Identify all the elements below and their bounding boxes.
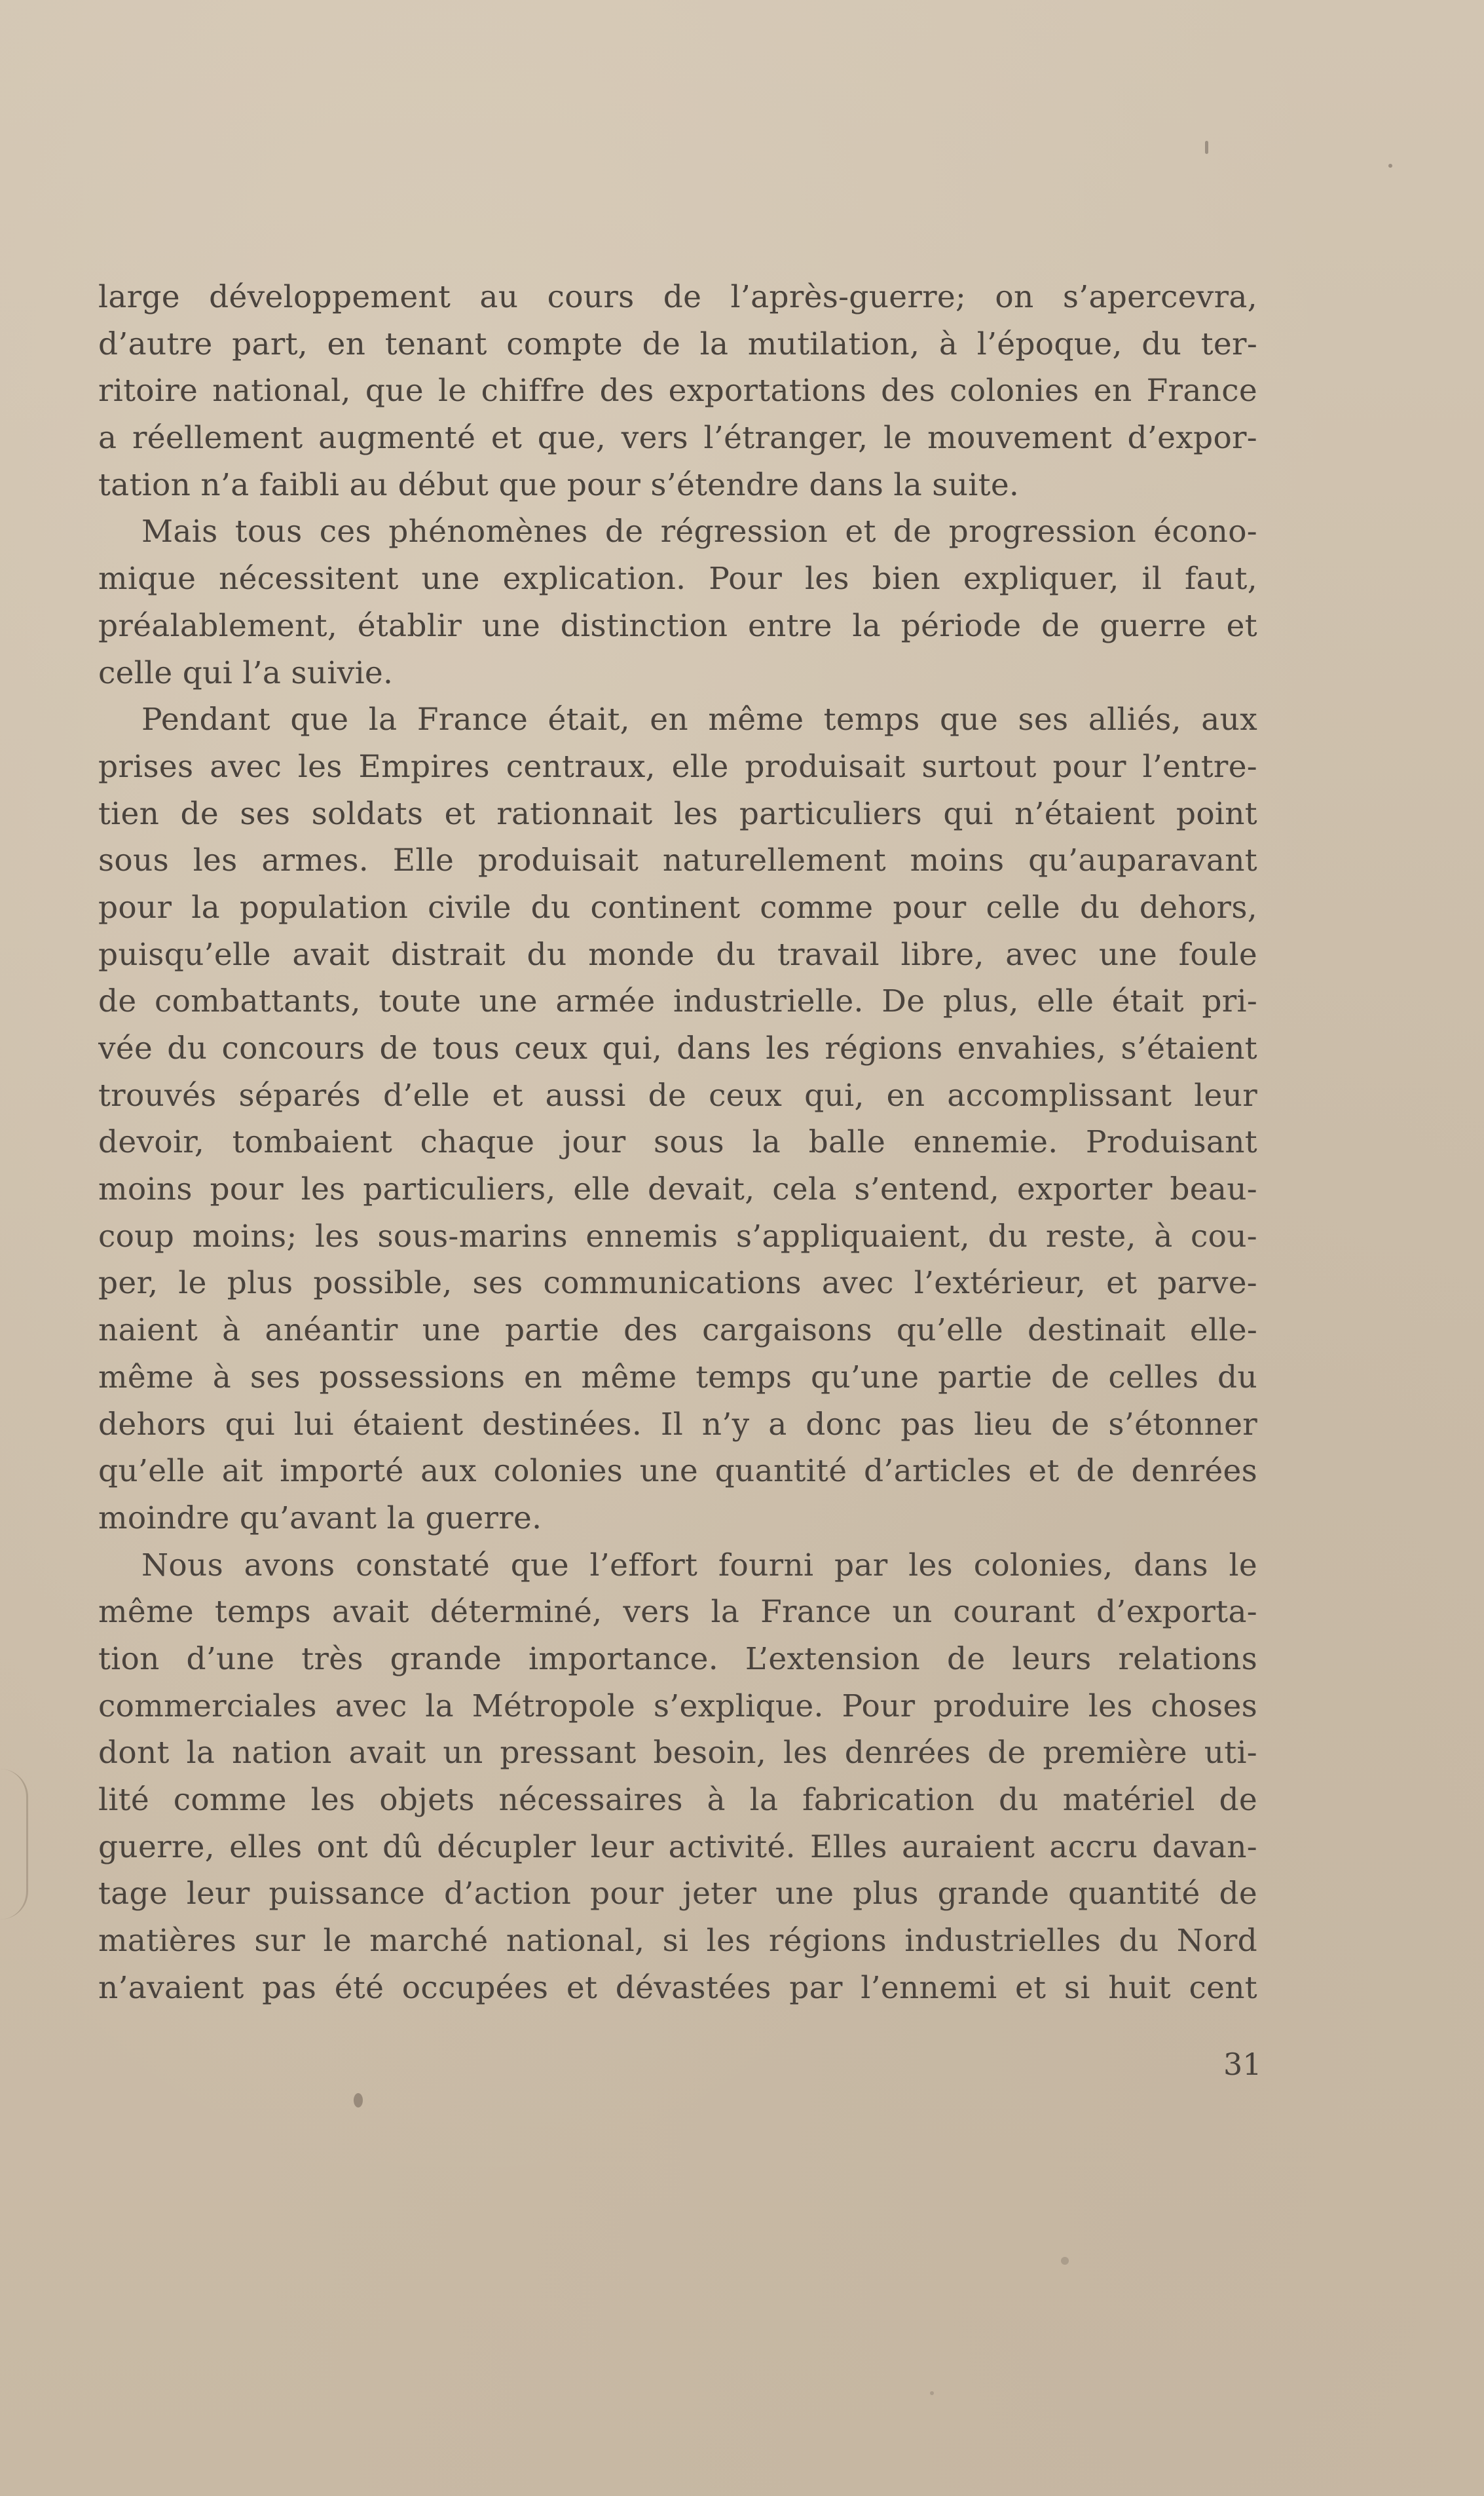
paragraph-1 (98, 274, 1257, 508)
paper-speck (1061, 2257, 1069, 2265)
text-line: de combattants, toute une armée industrielle. De plus, elle était pri- (98, 983, 1257, 1020)
text-line: n’avaient pas été occupées et dévastées par l’ennemi et si huit cent (98, 1969, 1257, 2006)
text-line: tation n’a faibli au début que pour s’étendre dans la suite. (98, 466, 1020, 503)
text-line: lité comme les objets nécessaires à la fabrication du matériel de (98, 1782, 1257, 1818)
paper-speck (930, 2391, 934, 2395)
text-line: même à ses possessions en même temps qu’une partie de celles du (98, 1359, 1257, 1395)
text-line: dehors qui lui étaient destinées. Il n’y a donc pas lieu de s’étonner (98, 1406, 1257, 1443)
text-line: vée du concours de tous ceux qui, dans les régions envahies, s’étaient (98, 1031, 1257, 1067)
text-line: tage leur puissance d’action pour jeter une plus grande quantité de (98, 1876, 1257, 1912)
text-line: qu’elle ait importé aux colonies une quantité d’articles et de denrées (98, 1453, 1257, 1490)
text-line: naient à anéantir une partie des cargaisons qu’elle destinait elle- (98, 1312, 1257, 1349)
text-line: prises avec les Empires centraux, elle produisait surtout pour l’entre- (98, 748, 1257, 785)
text-line: d’autre part, en tenant compte de la mutilation, à l’époque, du ter- (98, 326, 1257, 362)
text-line: devoir, tombaient chaque jour sous la balle ennemie. Produisant (98, 1124, 1257, 1161)
text-line: per, le plus possible, ses communications avec l’extérieur, et parve- (98, 1265, 1257, 1302)
text-line: même temps avait déterminé, vers la France un courant d’exporta- (98, 1594, 1257, 1631)
text-line: tien de ses soldats et rationnait les particuliers qui n’étaient point (98, 795, 1257, 832)
paper-speck (1205, 141, 1208, 154)
paragraph-4 (98, 1542, 1257, 2012)
text-line: pour la population civile du continent comme pour celle du dehors, (98, 889, 1257, 926)
page-edge-mark (0, 1769, 28, 1919)
body-text (98, 274, 1257, 2011)
text-line: celle qui l’a suivie. (98, 654, 394, 691)
text-line: a réellement augmenté et que, vers l’étranger, le mouvement d’expor- (98, 420, 1257, 457)
text-line: moins pour les particuliers, elle devait, cela s’entend, exporter beau- (98, 1171, 1257, 1208)
text-line: mique nécessitent une explication. Pour les bien expliquer, il faut, (98, 561, 1257, 597)
text-line: ritoire national, que le chiffre des exportations des colonies en France (98, 373, 1257, 409)
text-line: sous les armes. Elle produisait naturellement moins qu’auparavant (98, 842, 1257, 879)
text-line: commerciales avec la Métropole s’explique. Pour produire les choses (98, 1688, 1257, 1724)
paragraph-3 (98, 696, 1257, 1541)
text-line: trouvés séparés d’elle et aussi de ceux qui, en accomplissant leur (98, 1077, 1257, 1114)
text-line: large développement au cours de l’après-guerre; on s’apercevra, (98, 279, 1257, 315)
text-line: Mais tous ces phénomènes de régression et de progression écono- (141, 514, 1257, 550)
text-line: tion d’une très grande importance. L’extension de leurs relations (98, 1640, 1257, 1677)
paper-speck (354, 2093, 363, 2108)
text-line: guerre, elles ont dû décupler leur activité. Elles auraient accru davan- (98, 1828, 1257, 1865)
text-line: Pendant que la France était, en même temps que ses alliés, aux (141, 702, 1257, 738)
text-line: coup moins; les sous-marins ennemis s’appliquaient, du reste, à cou- (98, 1218, 1257, 1255)
text-line: matières sur le marché national, si les régions industrielles du Nord (98, 1923, 1257, 1959)
text-line: puisqu’elle avait distrait du monde du travail libre, avec une foule (98, 936, 1257, 973)
text-line: préalablement, établir une distinction entre la période de guerre et (98, 607, 1257, 644)
paragraph-2 (98, 508, 1257, 696)
page-number: 31 (1223, 2047, 1262, 2082)
paper-speck (1388, 164, 1392, 168)
text-line: Nous avons constaté que l’effort fourni par les colonies, dans le (141, 1547, 1257, 1583)
text-line: moindre qu’avant la guerre. (98, 1500, 542, 1536)
text-line: dont la nation avait un pressant besoin, les denrées de première uti- (98, 1735, 1257, 1771)
